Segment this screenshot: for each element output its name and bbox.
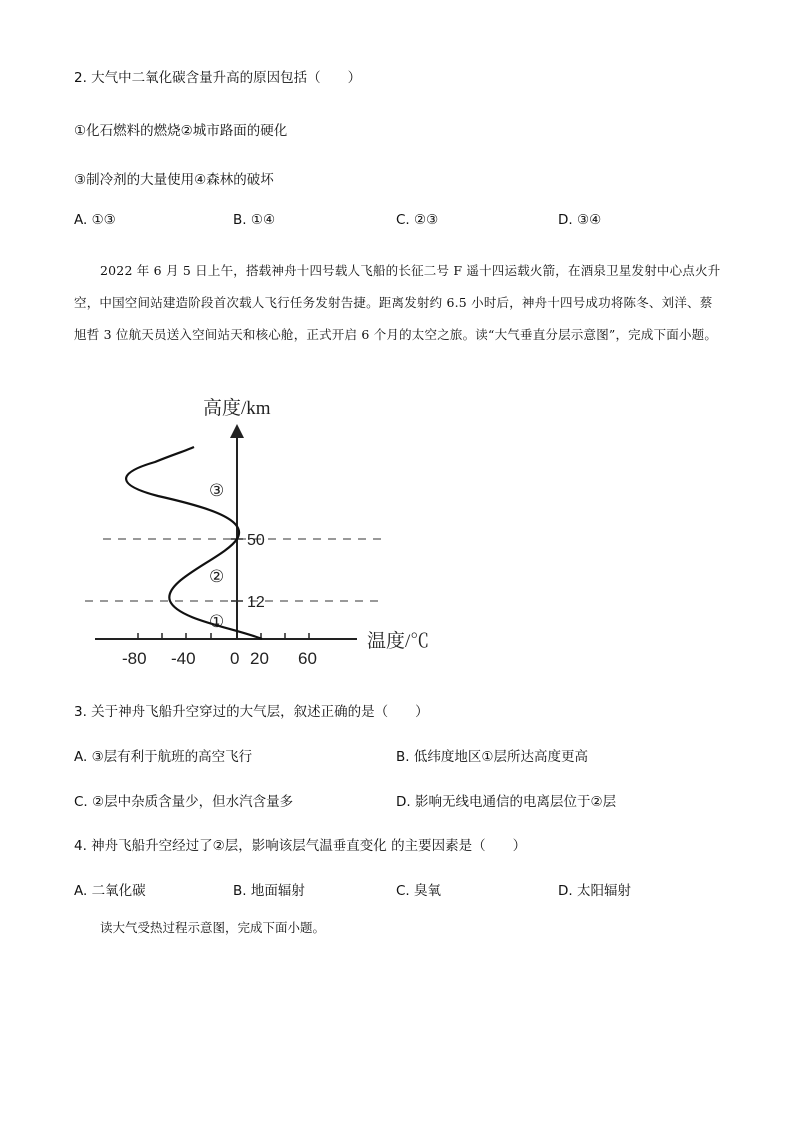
- tick-label-minus40: -40: [171, 649, 196, 668]
- layer-label-2: ②: [209, 567, 225, 587]
- q4-option-a: A. 二氧化碳: [74, 883, 146, 899]
- layer-label-1: ①: [209, 612, 225, 632]
- q2-option-a: A. ①③: [74, 212, 116, 228]
- tick-label-60: 60: [298, 649, 317, 668]
- tick-label-20: 20: [250, 649, 269, 668]
- layer-label-3: ③: [209, 481, 225, 501]
- tick-label-minus80: -80: [122, 649, 147, 668]
- q2-option-c: C. ②③: [396, 212, 439, 228]
- q4-option-b: B. 地面辐射: [233, 883, 305, 899]
- height-mark-12: 12: [247, 594, 265, 611]
- q4-options: [0, 879, 794, 899]
- q2-statement-2: ③制冷剂的大量使用④森林的破坏: [74, 172, 274, 188]
- y-axis-arrow-icon: [230, 424, 244, 438]
- q3-option-d: D. 影响无线电通信的电离层位于②层: [396, 794, 617, 810]
- passage-heating-process: 读大气受热过程示意图，完成下面小题。: [100, 920, 326, 935]
- q3-options-row2: [0, 790, 794, 810]
- q4-option-c: C. 臭氧: [396, 883, 442, 899]
- q3-option-b: B. 低纬度地区①层所达高度更高: [396, 749, 588, 765]
- q4-stem: 4. 神舟飞船升空经过了②层，影响该层气温垂直变化 的主要因素是（ ）: [74, 838, 527, 854]
- q3-option-c: C. ②层中杂质含量少，但水汽含量多: [74, 794, 294, 810]
- q3-stem: 3. 关于神舟飞船升空穿过的大气层，叙述正确的是（ ）: [74, 704, 429, 720]
- x-axis-label: 温度/℃: [367, 631, 430, 652]
- q3-options-row1: [0, 745, 794, 765]
- q2-option-d: D. ③④: [558, 212, 602, 228]
- q2-statement-1: ①化石燃料的燃烧②城市路面的硬化: [74, 123, 288, 139]
- q2-stem: 2. 大气中二氧化碳含量升高的原因包括（ ）: [74, 70, 362, 86]
- q4-option-d: D. 太阳辐射: [558, 883, 631, 899]
- height-mark-50: 50: [247, 532, 265, 549]
- q2-option-b: B. ①④: [233, 212, 276, 228]
- y-axis-label: 高度/km: [203, 398, 271, 419]
- temperature-curve: [126, 447, 262, 639]
- passage-shenzhou: 2022 年 6 月 5 日上午，搭载神舟十四号载人飞船的长征二号 F 遥十四运载火箭，在酒泉卫星发射中心点火升空，中国空间站建造阶段首次载人飞行任务发射告捷。距离发射约 6.5 小时后，神舟十四号成功将陈冬、刘洋、蔡旭哲 3 位航天员送入空间站天和核心舱，正式开启 6 个月的太空之旅。读“大气垂直分层示意图”，完成下面小题。: [74, 263, 721, 342]
- tick-label-0: 0: [230, 649, 240, 668]
- q3-option-a: A. ③层有利于航班的高空飞行: [74, 749, 253, 765]
